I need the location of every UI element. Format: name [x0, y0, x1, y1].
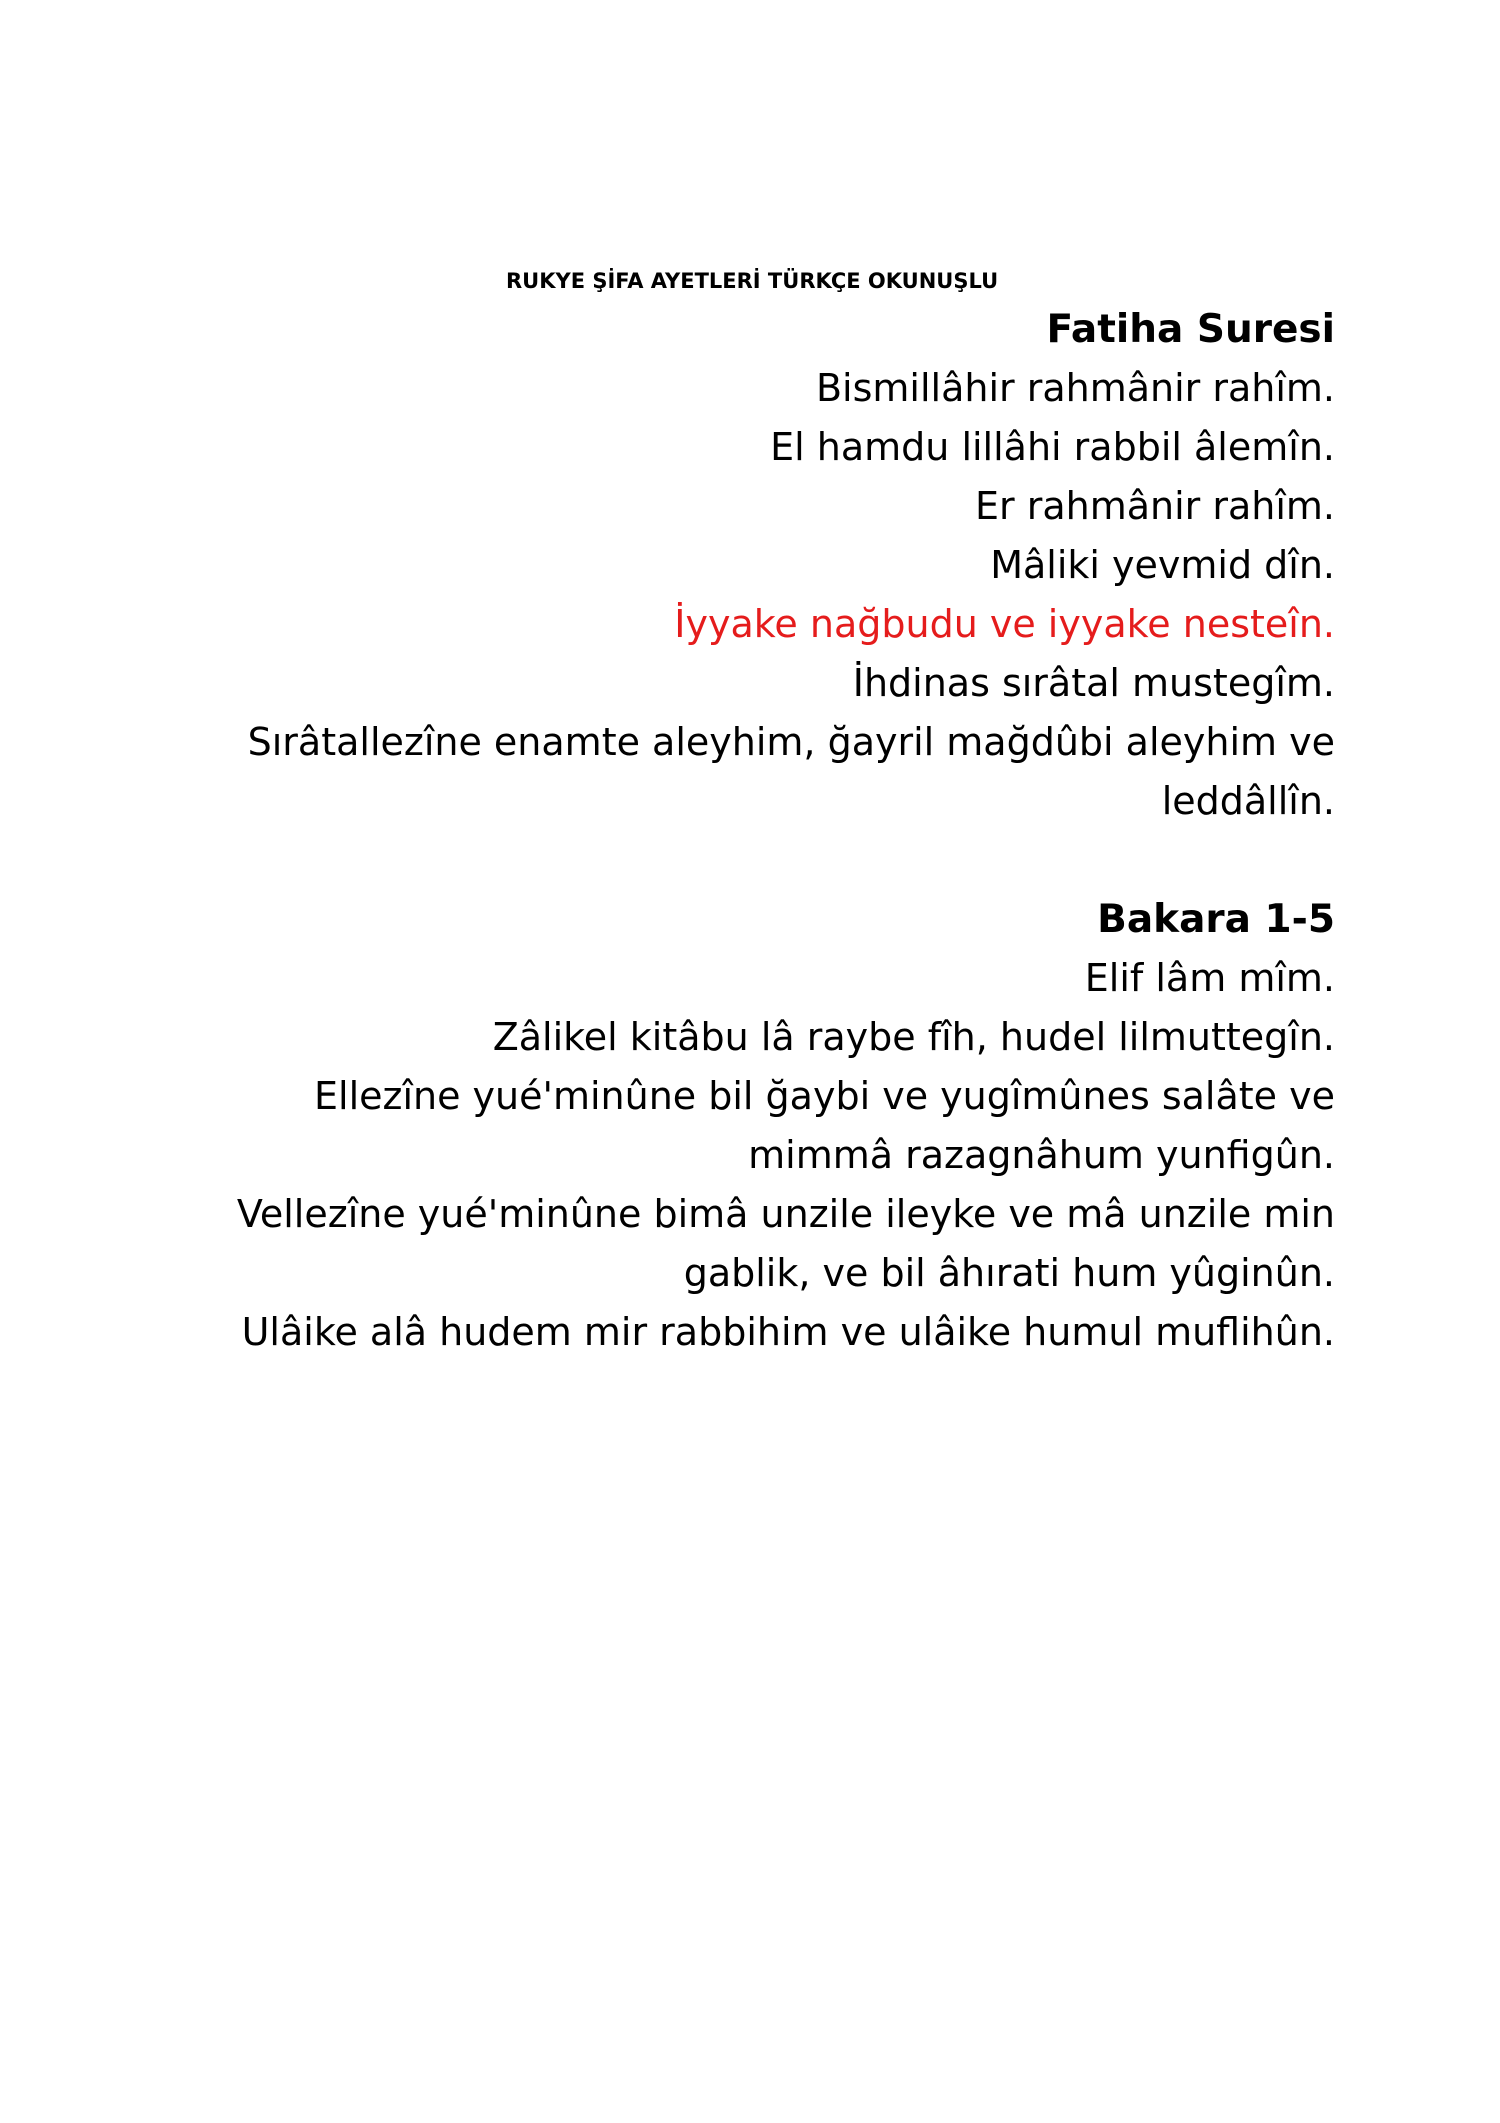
section-heading-bakara: Bakara 1-5 [1097, 897, 1335, 942]
verse-line: İhdinas sırâtal mustegîm. [852, 661, 1335, 705]
verse-line: Bismillâhir rahmânir rahîm. [815, 366, 1335, 410]
verse-line: Sırâtallezîne enamte aleyhim, ğayril mağdûbi aleyhim ve [247, 720, 1335, 764]
bakara-section [200, 890, 1335, 1362]
verse-line: Zâlikel kitâbu lâ raybe fîh, hudel lilmuttegîn. [492, 1015, 1335, 1059]
verse-line: Mâliki yevmid dîn. [990, 543, 1335, 587]
verse-line: mimmâ razagnâhum yunfigûn. [748, 1133, 1335, 1177]
verse-line: Ellezîne yué'minûne bil ğaybi ve yugîmûnes salâte ve [314, 1074, 1335, 1118]
verse-line: gablik, ve bil âhırati hum yûginûn. [683, 1251, 1335, 1295]
verse-line: Er rahmânir rahîm. [975, 484, 1335, 528]
section-heading-fatiha: Fatiha Suresi [1046, 307, 1335, 352]
verse-line: leddâllîn. [1161, 779, 1335, 823]
document-title: RUKYE ŞİFA AYETLERİ TÜRKÇE OKUNUŞLU [506, 269, 999, 293]
verse-line: El hamdu lillâhi rabbil âlemîn. [770, 425, 1335, 469]
verse-line: Elif lâm mîm. [1084, 956, 1335, 1000]
verse-line: Ulâike alâ hudem mir rabbihim ve ulâike humul muflihûn. [241, 1310, 1335, 1354]
fatiha-section [200, 300, 1335, 831]
verse-line-highlighted: İyyake nağbudu ve iyyake nesteîn. [674, 602, 1335, 646]
verse-line: Vellezîne yué'minûne bimâ unzile ileyke ve mâ unzile min [236, 1192, 1335, 1236]
